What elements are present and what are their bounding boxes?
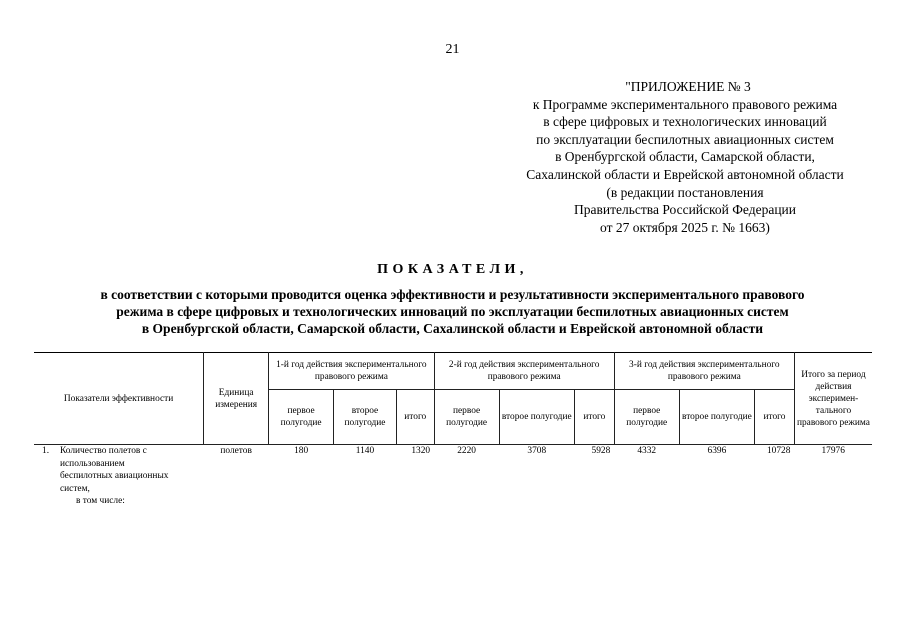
header-indicator: Показатели эффективности	[34, 353, 204, 445]
value-cell: 1320	[411, 446, 431, 456]
header-year1: 1-й год действия экспериментального правового режима	[269, 353, 434, 390]
header-subtotal: итого	[396, 390, 434, 445]
subtitle-line: в Оренбургской области, Самарской области, Сахалинской области и Еврейской автономной области	[141, 321, 764, 336]
indicator-cell	[34, 445, 204, 496]
header-first-half: первое полугодие	[614, 390, 679, 445]
value-cell: 180	[294, 446, 309, 456]
header-first-half: первое полугодие	[434, 390, 499, 445]
appendix-block	[470, 78, 900, 236]
value-cell: 1140	[355, 446, 375, 456]
table-row	[34, 445, 872, 496]
header-year3: 3-й год действия экспериментального правового режима	[614, 353, 794, 390]
document-title: ПОКАЗАТЕЛИ,	[377, 262, 528, 277]
appendix-line: Правительства Российской Федерации	[574, 202, 796, 218]
appendix-line: по эксплуатации беспилотных авиационных систем	[536, 131, 834, 147]
indicators-table	[34, 352, 872, 507]
subtitle-line: в соответствии с которыми проводится оценка эффективности и результативности экспериментального правового	[100, 287, 805, 302]
sub-label: в том числе:	[76, 496, 125, 506]
appendix-line: в Оренбургской области, Самарской области,	[555, 149, 815, 165]
header-unit: Единица измерения	[204, 353, 269, 445]
header-second-half: второе полугодие	[334, 390, 397, 445]
header-first-half: первое полугодие	[269, 390, 334, 445]
value-cell: 2220	[457, 446, 476, 456]
value-cell: 3708	[527, 446, 547, 456]
document-subtitle	[10, 286, 895, 337]
appendix-line: (в редакции постановления	[606, 184, 764, 200]
header-year2: 2-й год действия экспериментального правового режима	[434, 353, 614, 390]
header-subtotal: итого	[755, 390, 795, 445]
appendix-line: в сфере цифровых и технологических инноваций	[543, 114, 827, 130]
appendix-line: Сахалинской области и Еврейской автономной области	[526, 166, 844, 182]
header-second-half: второе полугодие	[679, 390, 754, 445]
table-row	[34, 495, 872, 507]
value-cell: 4332	[637, 446, 657, 456]
page-number: 21	[445, 42, 460, 57]
value-cell: 17976	[821, 446, 845, 456]
value-cell: 6396	[707, 446, 727, 456]
unit-cell: полетов	[220, 446, 252, 456]
appendix-line: к Программе экспериментального правового режима	[532, 96, 838, 112]
header-total: Итого за период действия эксперимен- тального правового режима	[794, 353, 872, 445]
header-subtotal: итого	[574, 390, 614, 445]
indicator-name: Количество полетов с использованием беспилотных авиационных систем,	[60, 446, 169, 494]
value-cell: 10728	[766, 446, 791, 456]
value-cell: 5928	[591, 446, 611, 456]
appendix-line: от 27 октября 2025 г. № 1663)	[600, 219, 770, 235]
header-second-half: второе полугодие	[499, 390, 574, 445]
row-number: 1.	[42, 446, 50, 456]
appendix-line: "ПРИЛОЖЕНИЕ № 3	[625, 79, 751, 94]
subtitle-line: режима в сфере цифровых и технологических инноваций по эксплуатации беспилотных авиационных систем	[116, 304, 789, 319]
